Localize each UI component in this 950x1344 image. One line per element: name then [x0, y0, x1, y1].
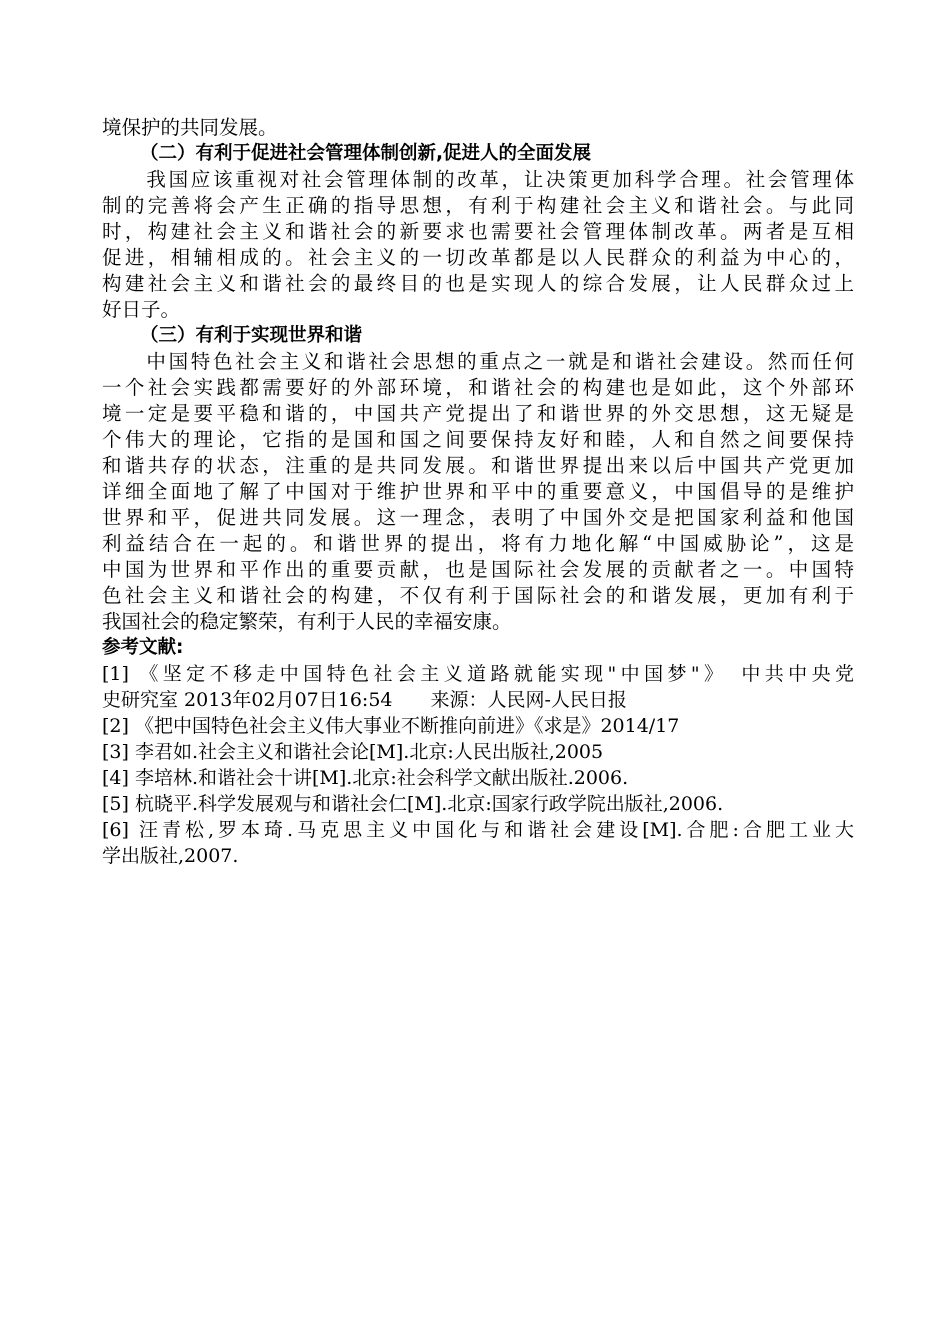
section-heading-3: （三）有利于实现世界和谐 [140, 325, 363, 346]
paragraph-line: 和谐共存的状态，注重的是共同发展。和谐世界提出来以后中国共产党更加 [102, 454, 854, 477]
paragraph-line: 好日子。 [102, 298, 181, 321]
reference-item-2: [2] 《把中国特色社会主义伟大事业不断推向前进》《求是》2014/17 [102, 715, 680, 737]
paragraph-line: 利益结合在一起的。和谐世界的提出，将有力地化解“中国威胁论”，这是 [102, 532, 854, 555]
paragraph-line: 中国特色社会主义和谐社会思想的重点之一就是和谐社会建设。然而任何 [102, 350, 854, 373]
section-heading-2: （二）有利于促进社会管理体制创新,促进人的全面发展 [140, 143, 592, 164]
paragraph-line: 详细全面地了解了中国对于维护世界和平中的重要意义，中国倡导的是维护 [102, 480, 854, 503]
paragraph-line: 构建社会主义和谐社会的最终目的也是实现人的综合发展，让人民群众过上 [102, 272, 854, 295]
reference-item-1-cont: 史研究室 2013年02月07日16:54 来源：人民网-人民日报 [102, 689, 627, 711]
paragraph-line: 一个社会实践都需要好的外部环境，和谐社会的构建也是如此，这个外部环 [102, 376, 854, 399]
references-list [102, 661, 854, 869]
reference-item-1: [1] 《坚定不移走中国特色社会主义道路就能实现"中国梦"》 中共中央党 [102, 663, 854, 685]
paragraph-line: 色社会主义和谐社会的构建，不仅有利于国际社会的和谐发展，更加有利于 [102, 584, 854, 607]
document-page [102, 115, 854, 869]
reference-item-6-cont: 学出版社,2007. [102, 845, 239, 867]
reference-item-5: [5] 杭晓平.科学发展观与和谐社会仁[M].北京:国家行政学院出版社,2006. [102, 793, 724, 815]
paragraph-line: 中国为世界和平作出的重要贡献，也是国际社会发展的贡献者之一。中国特 [102, 558, 854, 581]
paragraph-line: 时，构建社会主义和谐社会的新要求也需要社会管理体制改革。两者是互相 [102, 220, 854, 243]
reference-item-4: [4] 李培林.和谐社会十讲[M].北京:社会科学文献出版社.2006. [102, 767, 629, 789]
paragraph-line: 制的完善将会产生正确的指导思想，有利于构建社会主义和谐社会。与此同 [102, 194, 854, 217]
references-title: 参考文献: [102, 637, 184, 658]
paragraph-line: 世界和平，促进共同发展。这一理念，表明了中国外交是把国家利益和他国 [102, 506, 854, 529]
paragraph-line: 我国社会的稳定繁荣，有利于人民的幸福安康。 [102, 610, 512, 633]
reference-item-6: [6] 汪青松,罗本琦.马克思主义中国化与和谐社会建设[M].合肥:合肥工业大 [102, 819, 854, 841]
paragraph-line: 个伟大的理论，它指的是国和国之间要保持友好和睦，人和自然之间要保持 [102, 428, 854, 451]
section-2-paragraph [102, 167, 854, 323]
section-3-paragraph [102, 349, 854, 635]
paragraph-line: 促进，相辅相成的。社会主义的一切改革都是以人民群众的利益为中心的， [102, 246, 854, 269]
continuation-line: 境保护的共同发展。 [102, 116, 278, 139]
reference-item-3: [3] 李君如.社会主义和谐社会论[M].北京:人民出版社,2005 [102, 741, 604, 763]
paragraph-line: 境一定是要平稳和谐的，中国共产党提出了和谐世界的外交思想，这无疑是 [102, 402, 854, 425]
paragraph-line: 我国应该重视对社会管理体制的改革，让决策更加科学合理。社会管理体 [102, 168, 854, 191]
